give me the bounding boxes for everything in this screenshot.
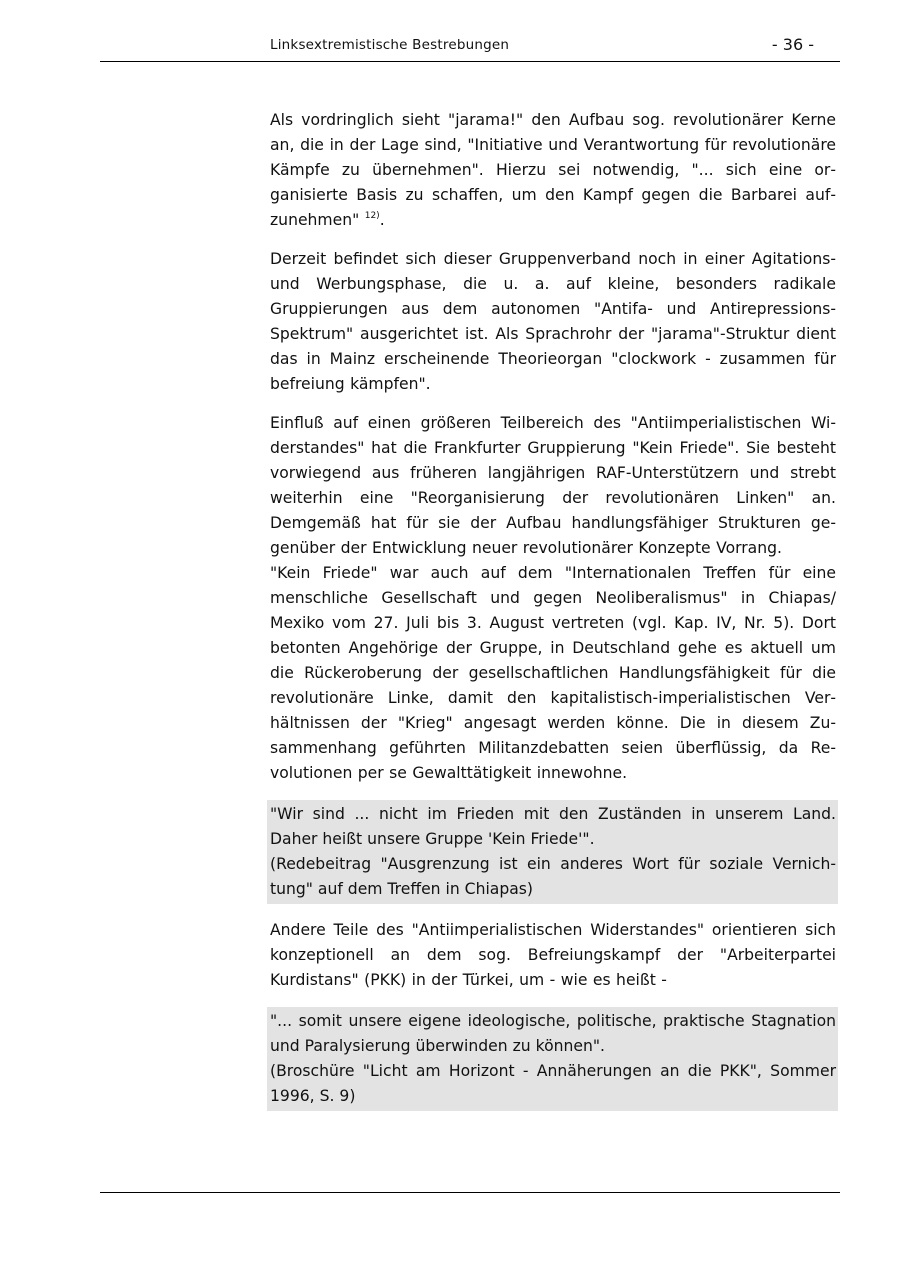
paragraph-chiapas: "Kein Friede" war auch auf dem "Internationalen Treffen für eine menschliche Gesellschaft und gegen Neoliberalismus" in Chiapas/ Mexiko vom 27. Juli bis 3. August vertreten (vgl. Kap. IV, Nr. 5). Dort betonten Angehörige der Gruppe, in Deutschland gehe es aktuell um die Rückeroberung der gesellschaftlichen Handlungsfähigkeit für die revolutionäre Linke, damit den kapitalistisch-imperialistischen Verhältnissen der "Krieg" angesagt werden könne. Die in diesem Zusammenhang geführten Militanzdebatten seien überflüssig, da Revolutionen per se Gewalttätigkeit innewohne.: [270, 564, 836, 782]
footnote-marker: 12): [364, 211, 380, 221]
paragraph-gruppenverband: Derzeit befindet sich dieser Gruppenverband noch in einer Agitations- und Werbungsphase, die u. a. auf kleine, besonders radikale Gruppierungen aus dem autonomen "Antifa- und Antirepressions-Spektrum" ausgerichtet ist. Als Sprachrohr der "jarama"-Struktur dient das in Mainz erscheinende Theorieorgan "clockwork - zusammen für befreiung kämpfen".: [270, 250, 836, 393]
quote-text: "... somit unsere eigene ideologische, politische, praktische Stagnation und Paralysierung überwinden zu können".: [270, 1012, 836, 1055]
quote-box-kein-friede: [267, 800, 838, 904]
paragraph-kein-friede: Einfluß auf einen größeren Teilbereich des "Antiimperialistischen Widerstandes" hat die Frankfurter Gruppierung "Kein Friede". Sie besteht vorwiegend aus früheren langjährigen RAF-Unterstützern und strebt weiterhin eine "Reorganisierung der revolutionären Linken" an. Demgemäß hat für sie der Aufbau handlungsfähiger Strukturen gegenüber der Entwicklung neuer revolutionärer Konzepte Vorrang.: [270, 414, 836, 557]
page-number: - 36 -: [771, 35, 814, 54]
quote-box-pkk: [267, 1007, 838, 1111]
paragraph-pkk: Andere Teile des "Antiimperialistischen Widerstandes" orientieren sich konzeptionell an dem sog. Befreiungskampf der "Arbeiterpartei Kurdistans" (PKK) in der Türkei, um - wie es heißt -: [270, 921, 836, 989]
quote-text: "Wir sind ... nicht im Frieden mit den Zuständen in unserem Land. Daher heißt unsere Gruppe 'Kein Friede'".: [270, 805, 836, 848]
footer-rule: [100, 1192, 840, 1193]
body-text: [270, 108, 836, 1125]
running-header-title: Linksextremistische Bestrebungen: [270, 37, 510, 53]
paragraph-end: .: [379, 211, 385, 229]
quote-source: (Broschüre "Licht am Horizont - Annäherungen an die PKK", Sommer 1996, S. 9): [270, 1062, 836, 1105]
quote-source: (Redebeitrag "Ausgrenzung ist ein anderes Wort für soziale Vernichtung" auf dem Treffen in Chiapas): [270, 855, 836, 898]
header-rule: [100, 61, 840, 62]
paragraph-text: Als vordringlich sieht "jarama!" den Aufbau sog. revolutionärer Kerne an, die in der Lage sind, "Initiative und Verantwortung für revolutionäre Kämpfe zu übernehmen". Hierzu sei notwendig, "... sich eine organisierte Basis zu schaffen, um den Kampf gegen die Barbarei aufzunehmen": [270, 111, 836, 229]
paragraph-jarama: [270, 108, 836, 233]
